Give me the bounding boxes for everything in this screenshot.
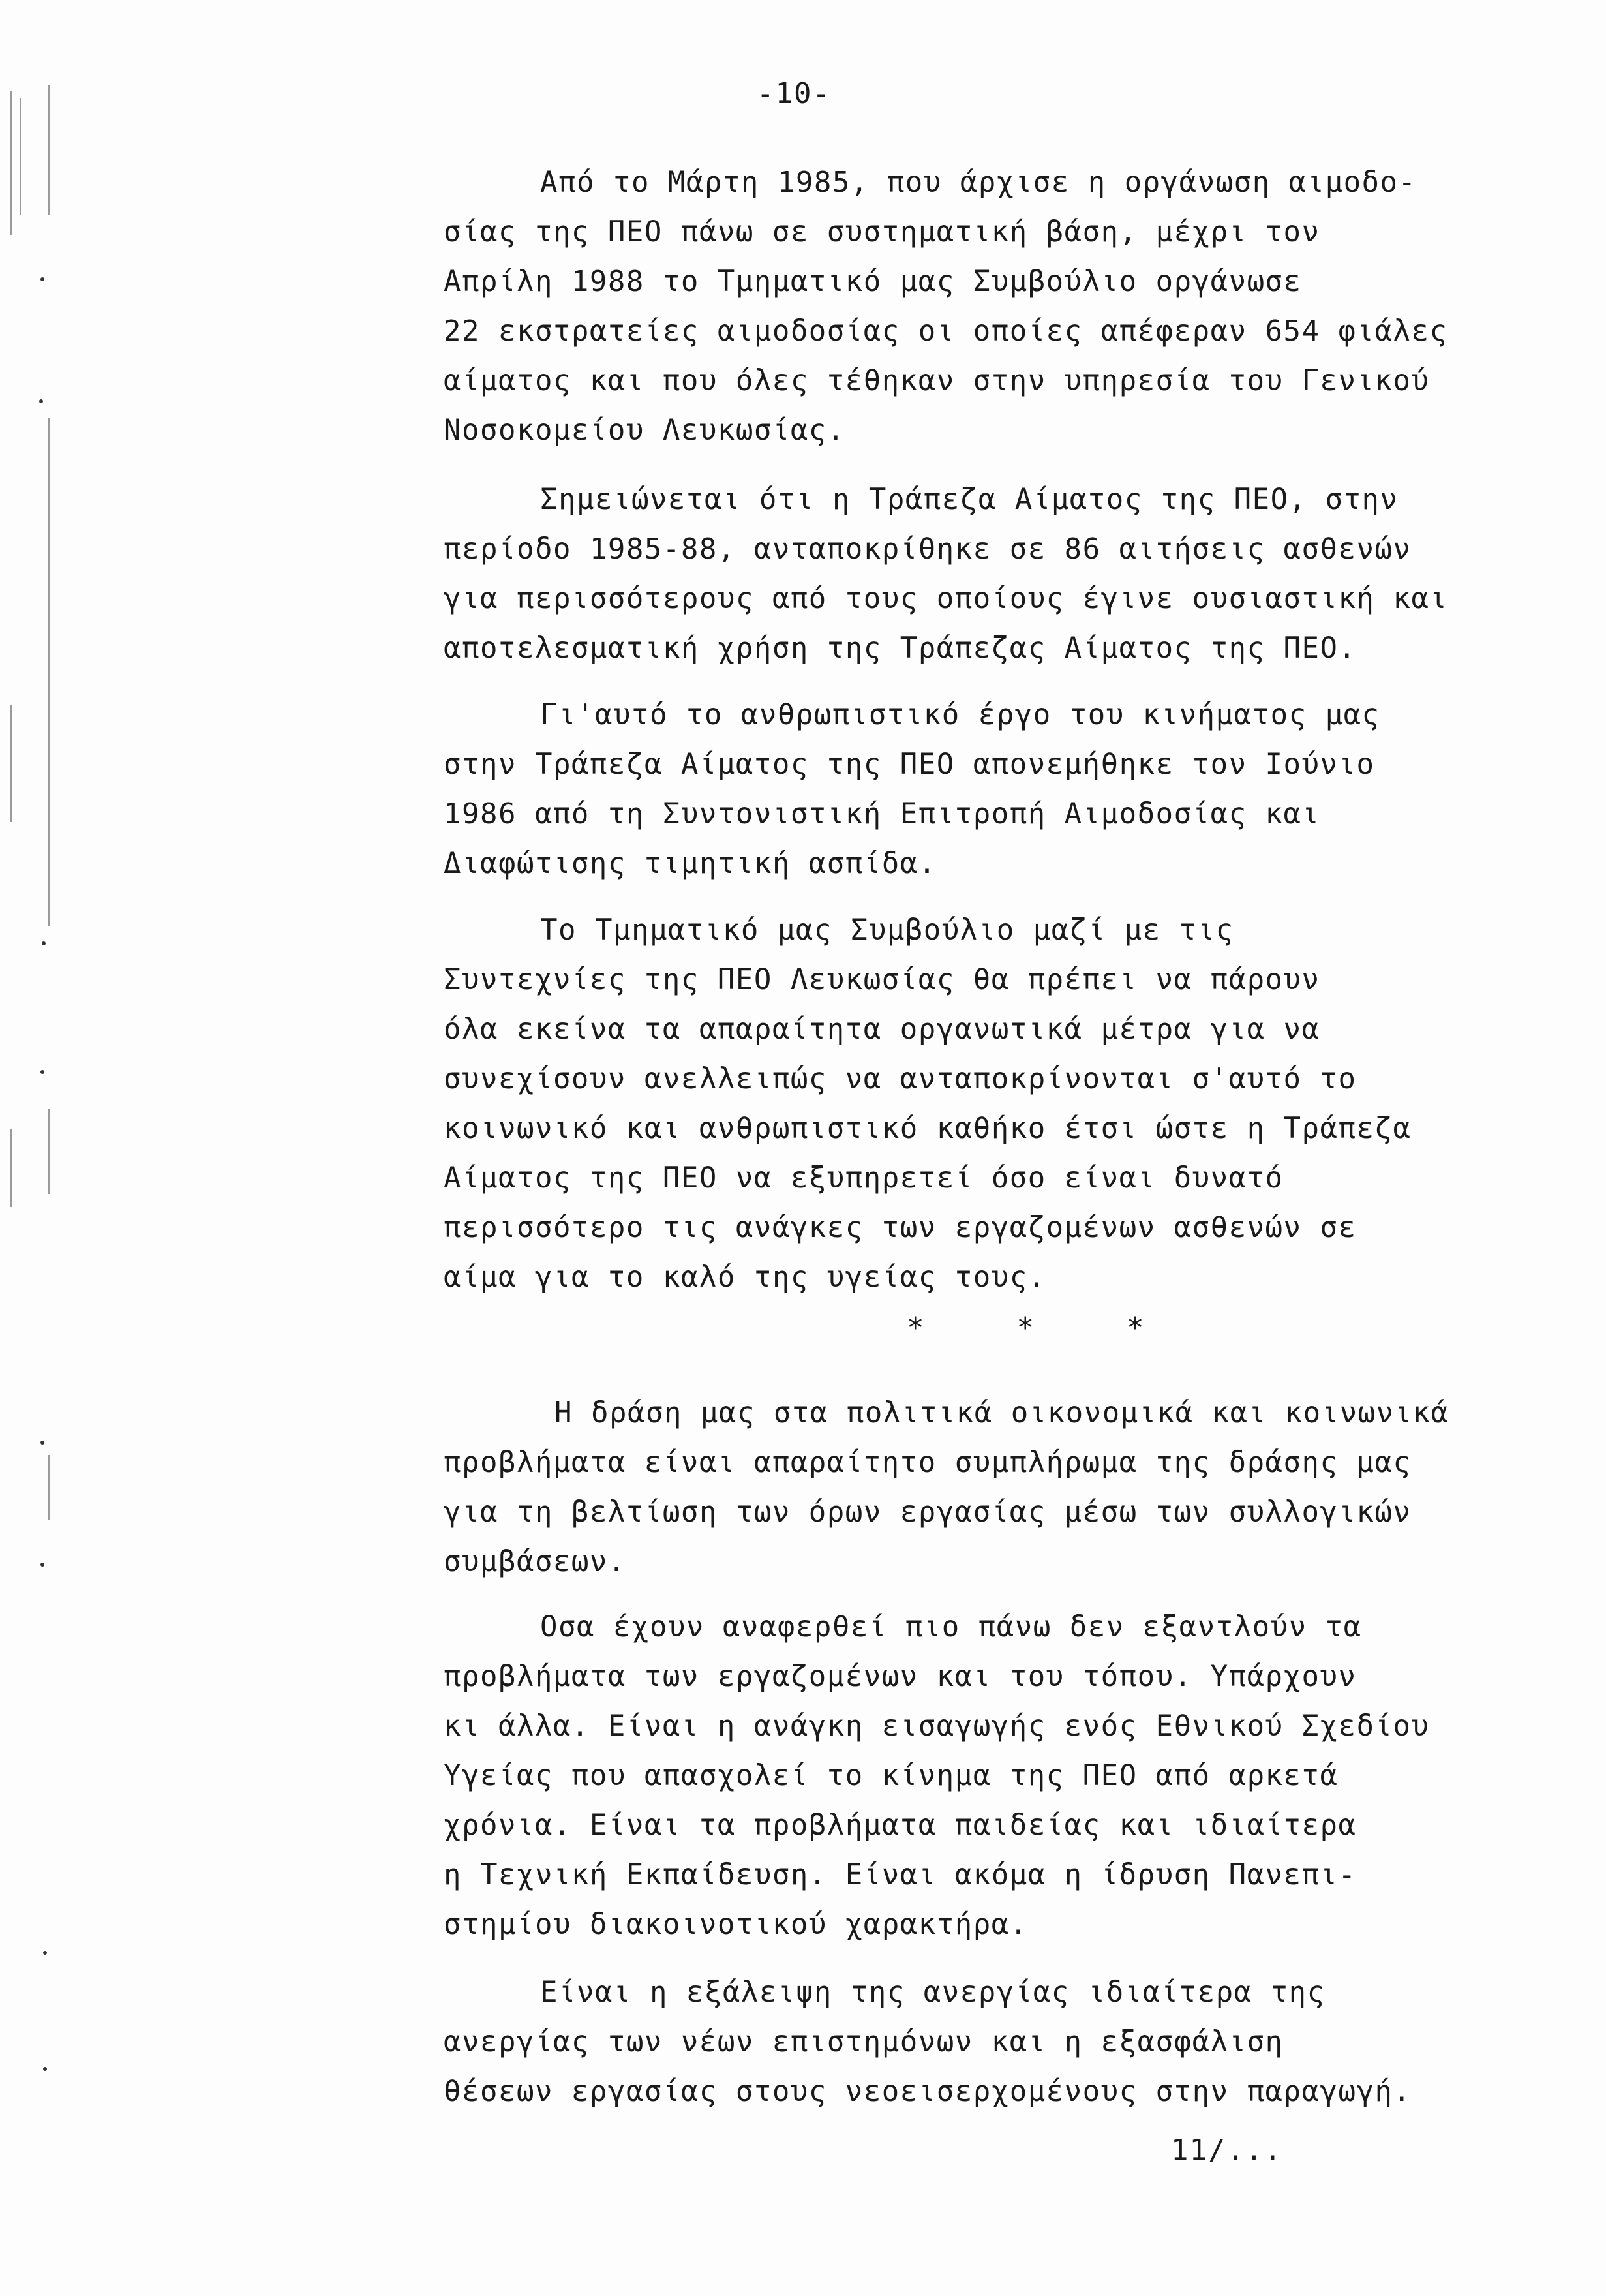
text-line: Το Τμηματικό μας Συμβούλιο μαζί με τις xyxy=(540,913,1234,947)
text-line: 1986 από τη Συντονιστική Επιτροπή Αιμοδοσίας και xyxy=(444,797,1320,831)
text-line: Σημειώνεται ότι η Τράπεζα Αίματος της ΠΕΟ, στην xyxy=(540,483,1399,516)
text-line: 22 εκστρατείες αιμοδοσίας οι οποίες απέφεραν 654 φιάλες xyxy=(444,314,1448,348)
text-line: αίματος και που όλες τέθηκαν στην υπηρεσία του Γενικού xyxy=(444,364,1430,397)
paragraph-5 xyxy=(444,1388,1449,1587)
paragraph-3 xyxy=(444,690,1380,889)
text-line: Συντεχνίες της ΠΕΟ Λευκωσίας θα πρέπει να πάρουν xyxy=(444,963,1320,996)
text-line: για τη βελτίωση των όρων εργασίας μέσω των συλλογικών xyxy=(444,1495,1412,1529)
page-number: -10- xyxy=(757,77,831,110)
text-line: στην Τράπεζα Αίματος της ΠΕΟ απονεμήθηκε τον Ιούνιο xyxy=(444,748,1375,781)
text-line: Είναι η εξάλειψη της ανεργίας ιδιαίτερα της xyxy=(540,1976,1326,2009)
text-line: προβλήματα είναι απαραίτητο συμπλήρωμα της δράσης μας xyxy=(444,1446,1412,1479)
text-line: αποτελεσματική χρήση της Τράπεζας Αίματος της ΠΕΟ. xyxy=(444,632,1357,665)
text-line: Η δράση μας στα πολιτικά οικονομικά και κοινωνικά xyxy=(554,1396,1449,1430)
text-line: Νοσοκομείου Λευκωσίας. xyxy=(444,414,845,447)
asterisk: * xyxy=(1016,1311,1035,1345)
text-line: ανεργίας των νέων επιστημόνων και η εξασφάλιση xyxy=(444,2025,1284,2059)
text-line: σίας της ΠΕΟ πάνω σε συστηματική βάση, μέχρι τον xyxy=(444,215,1320,249)
text-line: για περισσότερους από τους οποίους έγινε ουσιαστική και xyxy=(444,582,1448,615)
text-line: περίοδο 1985-88, ανταποκρίθηκε σε 86 αιτήσεις ασθενών xyxy=(444,532,1412,566)
text-line: Οσα έχουν αναφερθεί πιο πάνω δεν εξαντλούν τα xyxy=(540,1610,1362,1644)
text-line: Υγείας που απασχολεί το κίνημα της ΠΕΟ από αρκετά xyxy=(444,1759,1339,1792)
asterisk: * xyxy=(1127,1311,1145,1345)
text-line: προβλήματα των εργαζομένων και του τόπου. Υπάρχουν xyxy=(444,1660,1357,1693)
text-line: Διαφώτισης τιμητική ασπίδα. xyxy=(444,847,937,880)
paragraph-2 xyxy=(444,475,1447,673)
text-line: η Τεχνική Εκπαίδευση. Είναι ακόμα η ίδρυση Πανεπι- xyxy=(444,1858,1357,1891)
text-line: συμβάσεων. xyxy=(444,1545,626,1578)
text-line: Απρίλη 1988 το Τμηματικό μας Συμβούλιο οργάνωσε xyxy=(444,265,1302,298)
paragraph-1 xyxy=(444,158,1447,455)
paragraph-6 xyxy=(444,1602,1429,1950)
text-line: Αίματος της ΠΕΟ να εξυπηρετεί όσο είναι δυνατό xyxy=(444,1161,1284,1195)
text-line: περισσότερο τις ανάγκες των εργαζομένων ασθενών σε xyxy=(444,1211,1357,1244)
text-line: στημίου διακοινοτικού χαρακτήρα. xyxy=(444,1908,1028,1941)
text-line: κι άλλα. Είναι η ανάγκη εισαγωγής ενός Εθνικού Σχεδίου xyxy=(444,1709,1430,1743)
text-line: Γι'αυτό το ανθρωπιστικό έργο του κινήματος μας xyxy=(540,698,1380,731)
scan-margin-marks xyxy=(0,0,59,2296)
asterisk: * xyxy=(907,1311,926,1345)
section-separator xyxy=(907,1311,1218,1345)
continuation-marker: 11/... xyxy=(1171,2134,1282,2167)
paragraph-4 xyxy=(444,906,1411,1302)
text-line: όλα εκείνα τα απαραίτητα οργανωτικά μέτρα για να xyxy=(444,1013,1320,1046)
text-line: κοινωνικό και ανθρωπιστικό καθήκο έτσι ώστε η Τράπεζα xyxy=(444,1112,1412,1145)
text-line: θέσεων εργασίας στους νεοεισερχομένους στην παραγωγή. xyxy=(444,2075,1412,2108)
text-line: Από το Μάρτη 1985, που άρχισε η οργάνωση αιμοδο- xyxy=(540,166,1417,199)
text-line: αίμα για το καλό της υγείας τους. xyxy=(444,1261,1046,1294)
paragraph-7 xyxy=(444,1968,1411,2117)
text-line: χρόνια. Είναι τα προβλήματα παιδείας και ιδιαίτερα xyxy=(444,1809,1357,1842)
text-line: συνεχίσουν ανελλειπώς να ανταποκρίνονται σ'αυτό το xyxy=(444,1062,1357,1095)
